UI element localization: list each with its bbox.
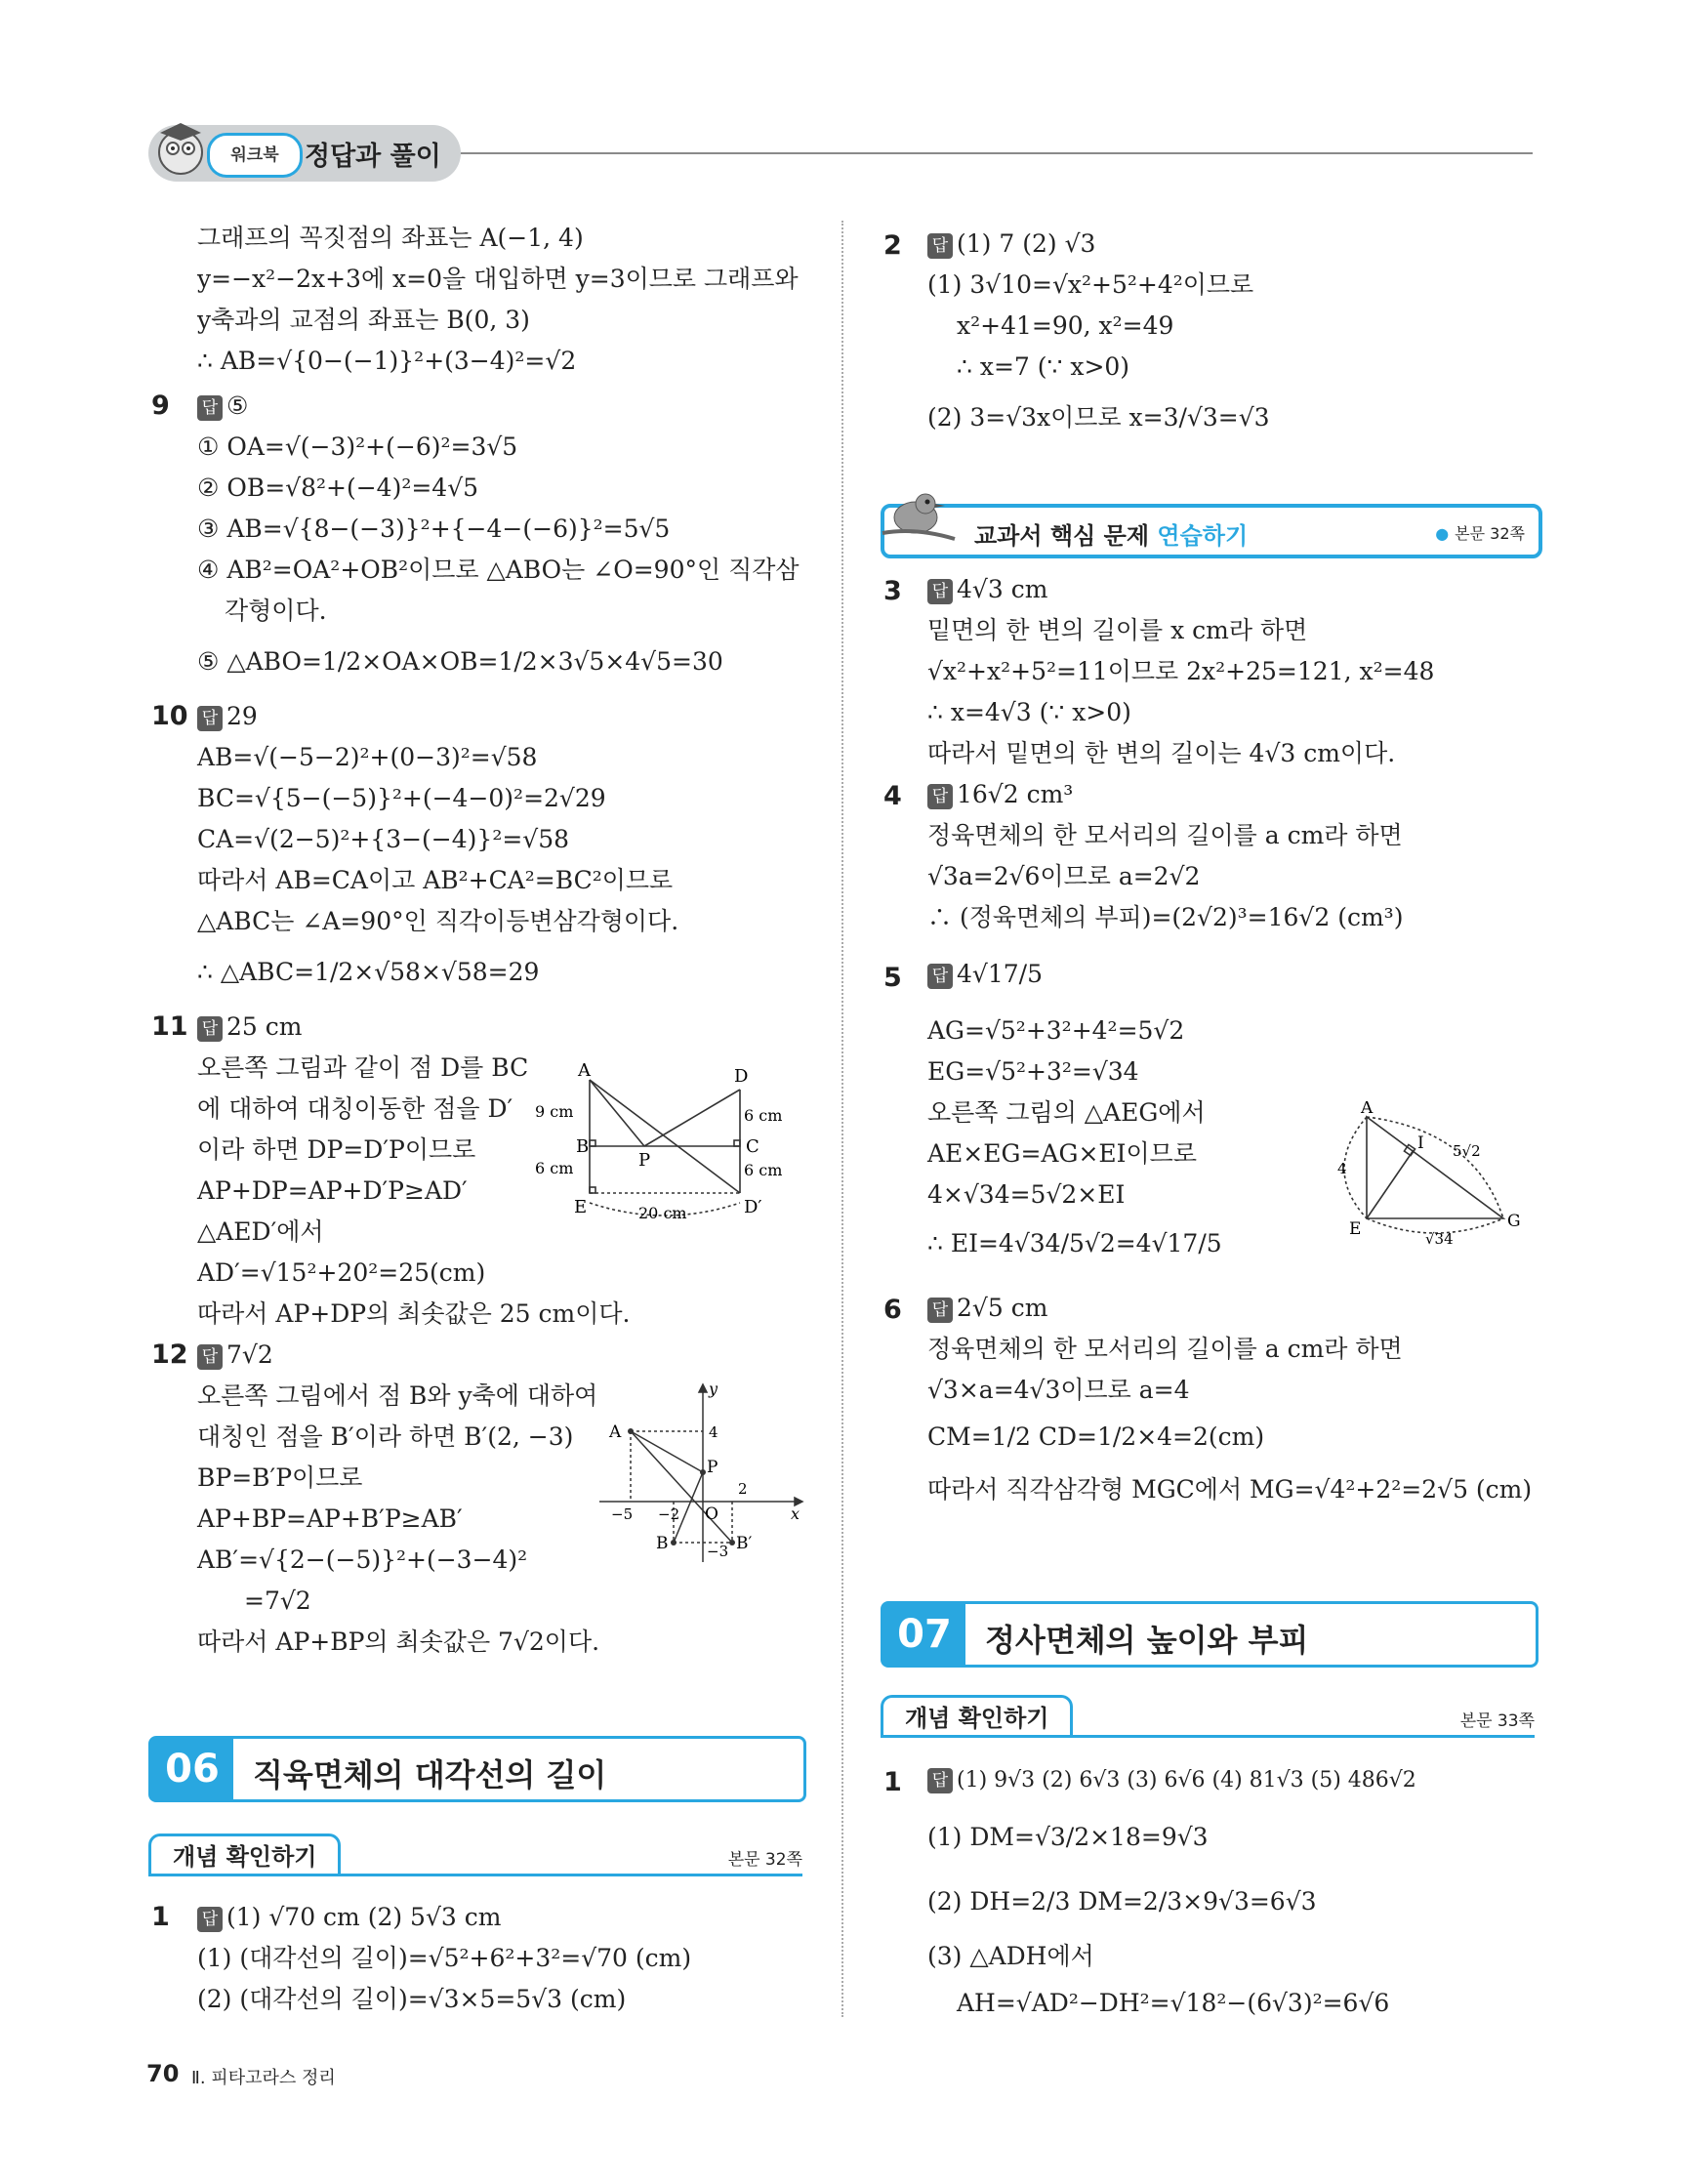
solution-line: EG=√5²+3²=√34 xyxy=(927,1057,1139,1086)
solution-line: (1) 3√10=√x²+5²+4²이므로 xyxy=(927,270,1254,299)
concept-tab: 개념 확인하기 xyxy=(148,1834,341,1875)
solution-line: BC=√{5−(−5)}²+(−4−0)²=2√29 xyxy=(197,784,606,812)
coordinate-figure-q12 xyxy=(599,1380,810,1576)
intro-line: y=−x²−2x+3에 x=0을 대입하면 y=3이므로 그래프와 xyxy=(197,265,799,293)
tick-2: 2 xyxy=(738,1480,748,1498)
y-axis-arrow-icon xyxy=(699,1384,707,1392)
label-a: A xyxy=(578,1060,591,1081)
solution-line: AD′=√15²+20²=25(cm) xyxy=(197,1258,486,1287)
label-6cm-left: 6 cm xyxy=(535,1159,574,1177)
section-header-07 xyxy=(881,1601,1538,1668)
label-p: P xyxy=(638,1150,651,1171)
solution-line: AB′=√{2−(−5)}²+(−3−4)² xyxy=(197,1545,528,1574)
question-number: 1 xyxy=(151,1902,170,1932)
answer-icon: 답 xyxy=(927,784,953,809)
answer-line xyxy=(927,959,1043,990)
concept-check-header xyxy=(148,1834,802,1876)
section-number: 06 xyxy=(151,1739,233,1799)
workbook-badge: 워크북 xyxy=(207,133,303,178)
label-a: A xyxy=(609,1422,622,1442)
solution-line: (1) DM=√3/2×18=9√3 xyxy=(927,1823,1209,1851)
solution-line: 오른쪽 그림과 같이 점 D를 BC xyxy=(197,1053,529,1082)
question-number: 6 xyxy=(883,1295,902,1325)
tick-minus-2: −2 xyxy=(658,1505,680,1523)
label-4: 4 xyxy=(1337,1160,1347,1177)
answer-icon: 답 xyxy=(197,1016,223,1042)
page-number: 70 xyxy=(146,2060,180,2087)
solution-line: ∴ x=7 (∵ x>0) xyxy=(957,352,1130,381)
label-e: E xyxy=(1349,1219,1362,1239)
solution-line: x²+41=90, x²=49 xyxy=(957,311,1174,340)
answer-text: (1) 9√3 (2) 6√3 (3) 6√6 (4) 81√3 (5) 486√2 xyxy=(957,1768,1416,1793)
point-a xyxy=(628,1428,634,1434)
triangle-figure-q5 xyxy=(1328,1101,1523,1248)
tick-4: 4 xyxy=(709,1423,718,1441)
section-title: 직육면체의 대각선의 길이 xyxy=(253,1756,607,1793)
solution-line: ① OA=√(−3)²+(−6)²=3√5 xyxy=(197,433,518,461)
intro-line: 그래프의 꼭짓점의 좌표는 A(−1, 4) xyxy=(197,224,584,252)
label-a: A xyxy=(1361,1101,1374,1118)
practice-header xyxy=(881,504,1542,558)
point-b xyxy=(671,1540,677,1545)
label-b: B xyxy=(576,1136,590,1157)
solution-line: △AED′에서 xyxy=(197,1217,324,1246)
page-reference: ● 본문 32쪽 xyxy=(1435,521,1525,544)
solution-line: ∴ x=4√3 (∵ x>0) xyxy=(927,698,1131,726)
label-i: I xyxy=(1417,1133,1424,1153)
solution-line: =7√2 xyxy=(244,1586,311,1615)
solution-line: (3) △ADH에서 xyxy=(927,1942,1094,1970)
answer-line xyxy=(927,1765,1416,1796)
label-g: G xyxy=(1507,1212,1521,1231)
solution-line: 이라 하면 DP=D′P이므로 xyxy=(197,1135,476,1164)
solution-line: 따라서 AB=CA이고 AB²+CA²=BC²이므로 xyxy=(197,866,674,894)
solution-line: AP+DP=AP+D′P≥AD′ xyxy=(197,1176,468,1205)
label-5root2: 5√2 xyxy=(1453,1142,1481,1160)
solution-line: (2) (대각선의 길이)=√3×5=5√3 (cm) xyxy=(197,1985,627,2013)
solution-line: AE×EG=AG×EI이므로 xyxy=(927,1139,1197,1168)
segment-ap xyxy=(631,1431,703,1472)
section-title: 정사면체의 높이와 부피 xyxy=(985,1622,1309,1659)
answer-icon: 답 xyxy=(197,395,223,421)
page-reference: 본문 33쪽 xyxy=(1459,1711,1535,1731)
solution-line: ⑤ △ABO=1/2×OA×OB=1/2×3√5×4√5=30 xyxy=(197,647,723,676)
question-number: 1 xyxy=(883,1767,902,1797)
label-6cm-bottom: 6 cm xyxy=(744,1161,783,1179)
arc-ae xyxy=(1344,1117,1367,1218)
solution-line: 따라서 AP+DP의 최솟값은 25 cm이다. xyxy=(197,1299,631,1328)
solution-line: √3a=2√6이므로 a=2√2 xyxy=(927,862,1201,890)
solution-line: (2) DH=2/3 DM=2/3×9√3=6√3 xyxy=(927,1887,1317,1916)
label-b: B xyxy=(656,1534,669,1553)
label-d-prime: D′ xyxy=(744,1197,762,1217)
page-reference: 본문 32쪽 xyxy=(727,1850,802,1870)
intro-line: y축과의 교점의 좌표는 B(0, 3) xyxy=(197,306,530,334)
right-angle-mark xyxy=(590,1140,595,1146)
solution-line: 따라서 직각삼각형 MGC에서 MG=√4²+2²=2√5 (cm) xyxy=(927,1475,1533,1504)
question-number: 3 xyxy=(883,576,902,606)
solution-line: 따라서 밑면의 한 변의 길이는 4√3 cm이다. xyxy=(927,739,1396,767)
answer-icon: 답 xyxy=(927,1768,953,1793)
solution-line: AB=√(−5−2)²+(0−3)²=√58 xyxy=(197,743,538,771)
answer-line xyxy=(197,391,248,422)
segment-ad2 xyxy=(590,1080,740,1193)
answer-icon: 답 xyxy=(927,233,953,259)
answer-icon: 답 xyxy=(927,1298,953,1323)
practice-title: 교과서 핵심 문제 연습하기 xyxy=(974,522,1249,550)
answer-line xyxy=(927,1293,1047,1324)
label-6cm-top: 6 cm xyxy=(744,1106,783,1125)
segment-ap xyxy=(590,1080,644,1146)
intro-line: ∴ AB=√{0−(−1)}²+(3−4)²=√2 xyxy=(197,347,577,375)
point-p xyxy=(700,1469,706,1475)
answer-text: 2√5 cm xyxy=(957,1294,1048,1322)
solution-line: 오른쪽 그림의 △AEG에서 xyxy=(927,1098,1206,1127)
label-x: x xyxy=(791,1504,800,1523)
solution-line: ∴ EI=4√34/5√2=4√17/5 xyxy=(927,1229,1222,1257)
question-number: 5 xyxy=(883,963,902,993)
tick-minus-5: −5 xyxy=(611,1505,634,1523)
label-p: P xyxy=(707,1458,718,1477)
concept-rule xyxy=(148,1874,802,1876)
solution-line: 각형이다. xyxy=(225,597,327,625)
segment-ab2 xyxy=(631,1431,732,1543)
owl-mascot-icon xyxy=(146,115,215,184)
label-o: O xyxy=(705,1504,718,1524)
concept-tab: 개념 확인하기 xyxy=(881,1695,1073,1737)
answer-text: 29 xyxy=(226,702,258,730)
answer-icon: 답 xyxy=(197,706,223,731)
segment-ei xyxy=(1367,1150,1414,1218)
answer-text: (1) 7 (2) √3 xyxy=(957,229,1096,258)
solution-line: 밑면의 한 변의 길이를 x cm라 하면 xyxy=(927,616,1308,644)
answer-text: 4√17/5 xyxy=(957,960,1043,988)
answer-text: (1) √70 cm (2) 5√3 cm xyxy=(226,1903,502,1931)
answer-icon: 답 xyxy=(927,579,953,604)
question-number: 10 xyxy=(151,701,188,731)
solution-line: ④ AB²=OA²+OB²이므로 △ABO는 ∠O=90°인 직각삼 xyxy=(197,556,800,584)
section-number: 07 xyxy=(883,1604,965,1665)
label-root34: √34 xyxy=(1425,1230,1454,1248)
answer-line xyxy=(197,1339,273,1371)
question-number: 12 xyxy=(151,1339,188,1370)
answer-line xyxy=(927,228,1095,260)
label-e: E xyxy=(574,1197,588,1217)
solution-line: 에 대하여 대칭이동한 점을 D′ xyxy=(197,1094,513,1123)
solution-line: ∴ (정육면체의 부피)=(2√2)³=16√2 (cm³) xyxy=(927,903,1404,931)
triangle-aeg xyxy=(1367,1117,1503,1218)
question-number: 4 xyxy=(883,781,902,811)
question-number: 2 xyxy=(883,230,902,261)
solution-line: ∴ △ABC=1/2×√58×√58=29 xyxy=(197,958,540,986)
answer-line xyxy=(197,1011,302,1043)
solution-line: √3×a=4√3이므로 a=4 xyxy=(927,1376,1190,1404)
solution-line: 4×√34=5√2×EI xyxy=(927,1180,1126,1209)
segment-pd xyxy=(644,1090,740,1146)
label-c: C xyxy=(746,1136,759,1157)
chapter-label: Ⅱ. 피타고라스 정리 xyxy=(191,2068,336,2088)
answer-icon: 답 xyxy=(197,1907,223,1932)
answer-text: ⑤ xyxy=(226,391,249,420)
solution-line: 정육면체의 한 모서리의 길이를 a cm라 하면 xyxy=(927,821,1403,849)
answer-icon: 답 xyxy=(927,964,953,989)
solution-line: 따라서 AP+BP의 최솟값은 7√2이다. xyxy=(197,1628,600,1656)
label-20cm: 20 cm xyxy=(638,1204,687,1222)
solution-line: 정육면체의 한 모서리의 길이를 a cm라 하면 xyxy=(927,1335,1403,1363)
header-rule xyxy=(322,152,1533,154)
right-angle-mark xyxy=(734,1140,740,1146)
solution-line: ③ AB=√{8−(−3)}²+{−4−(−6)}²=5√5 xyxy=(197,515,671,543)
question-number: 9 xyxy=(151,391,170,421)
solution-line: BP=B′P이므로 xyxy=(197,1463,363,1492)
question-number: 11 xyxy=(151,1011,188,1042)
solution-line: AG=√5²+3²+4²=5√2 xyxy=(927,1016,1185,1045)
solution-line: AP+BP=AP+B′P≥AB′ xyxy=(197,1504,463,1533)
answer-line xyxy=(197,701,258,732)
solution-line: (2) 3=√3x이므로 x=3/√3=√3 xyxy=(927,403,1270,432)
concept-check-header xyxy=(881,1695,1535,1738)
section-header-06 xyxy=(148,1736,806,1802)
label-b-prime: B′ xyxy=(736,1534,753,1553)
bird-mascot-icon xyxy=(877,484,959,547)
tick-minus-3: −3 xyxy=(707,1543,729,1560)
answer-text: 7√2 xyxy=(226,1340,273,1369)
page-title: 정답과 풀이 xyxy=(305,142,441,172)
solution-line: 오른쪽 그림에서 점 B와 y축에 대하여 xyxy=(197,1381,598,1410)
solution-line: 대칭인 점을 B′이라 하면 B′(2, −3) xyxy=(197,1422,574,1451)
solution-line: AH=√AD²−DH²=√18²−(6√3)²=6√6 xyxy=(957,1989,1390,2017)
solution-line: (1) (대각선의 길이)=√5²+6²+3²=√70 (cm) xyxy=(197,1944,692,1972)
label-y: y xyxy=(709,1380,718,1398)
point-b-prime xyxy=(729,1540,735,1545)
answer-line xyxy=(927,779,1073,810)
solution-line: CM=1/2 CD=1/2×4=2(cm) xyxy=(927,1422,1265,1451)
answer-text: 4√3 cm xyxy=(957,575,1048,603)
answer-text: 25 cm xyxy=(226,1012,303,1041)
answer-icon: 답 xyxy=(197,1344,223,1370)
solution-line: △ABC는 ∠A=90°인 직각이등변삼각형이다. xyxy=(197,907,679,935)
answer-line xyxy=(927,574,1047,605)
answer-text: 16√2 cm³ xyxy=(957,780,1074,808)
solution-line: √x²+x²+5²=11이므로 2x²+25=121, x²=48 xyxy=(927,657,1435,685)
solution-line: CA=√(2−5)²+{3−(−4)}²=√58 xyxy=(197,825,570,853)
column-divider xyxy=(841,221,843,2017)
label-d: D xyxy=(734,1066,749,1087)
concept-rule xyxy=(881,1735,1535,1738)
reflection-figure-q11 xyxy=(535,1056,799,1222)
answer-line xyxy=(197,1902,501,1933)
label-9cm: 9 cm xyxy=(535,1102,574,1121)
solution-line: ② OB=√8²+(−4)²=4√5 xyxy=(197,474,479,502)
right-angle-mark xyxy=(590,1187,595,1193)
